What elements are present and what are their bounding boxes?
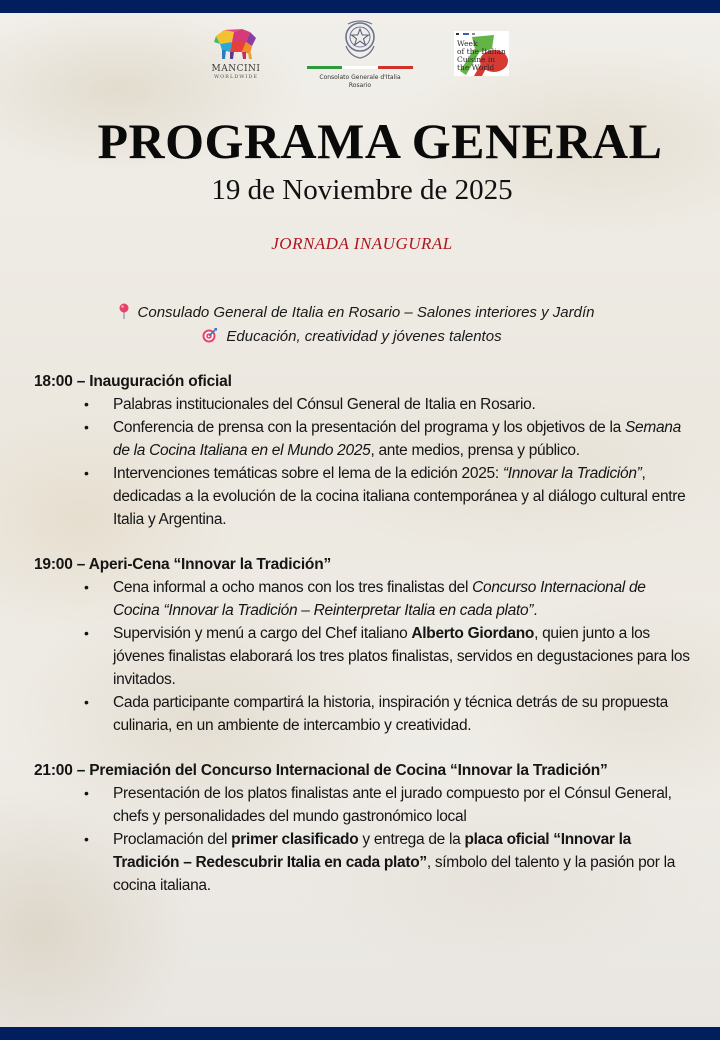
location-text: Consulado General de Italia en Rosario – Salones interiores y Jardín: [137, 304, 595, 321]
list-item: [34, 576, 693, 622]
schedule-section-1900: [34, 553, 714, 737]
item-text: Conferencia de prensa con la presentación del programa y los objetivos de la: [113, 419, 625, 436]
item-text: Cada participante compartirá la historia, inspiración y técnica detrás de su propuesta culinaria, en un ambiente de intercambio y creatividad.: [113, 694, 668, 734]
italian-tricolor-stripe: [307, 66, 413, 69]
event-date: 19 de Noviembre de 2025: [211, 174, 513, 206]
bullet-icon: •: [84, 579, 89, 595]
item-text: , dedicadas a la evolución de la cocina italiana contemporánea y al diálogo cultural entre Italia y Argentina.: [113, 465, 686, 528]
list-item: [34, 416, 693, 462]
round-pushpin-icon: [118, 303, 130, 319]
item-text: .: [533, 602, 538, 619]
item-text-italic: Semana de la Cocina Italiana en el Mundo 2025: [113, 419, 681, 459]
bullet-icon: •: [84, 694, 89, 710]
item-text: Supervisión y menú a cargo del Chef italiano: [113, 625, 412, 642]
bullet-icon: •: [84, 625, 89, 641]
bottom-banner-bar: [0, 1027, 720, 1040]
bullet-list: [34, 393, 714, 531]
item-text: , símbolo del talento y la pasión por la cocina italiana.: [113, 854, 676, 894]
item-text-bold: placa oficial “Innovar la Tradición – Redescubrir Italia en cada plato”: [113, 831, 631, 871]
list-item: [34, 393, 693, 416]
chef-name: Alberto Giordano: [411, 625, 535, 642]
item-text-italic: Concurso Internacional de Cocina “Innovar la Tradición – Reinterpretar Italia en cada plato”: [113, 579, 646, 619]
week-logo-line: of the Italian: [457, 47, 506, 56]
list-item: [34, 828, 693, 897]
program-schedule: [34, 370, 714, 919]
mancini-worldwide-logo: [205, 26, 267, 80]
bullet-icon: •: [84, 465, 89, 481]
top-banner-bar: [0, 0, 720, 13]
list-item: [34, 691, 693, 737]
page-title: PROGRAMA GENERAL: [97, 113, 663, 169]
mancini-subtitle: WORLDWIDE: [213, 74, 259, 80]
mancini-name: MANCINI: [211, 64, 261, 74]
consulado-name-line2: Rosario: [348, 82, 372, 89]
consulado-name: [305, 74, 415, 90]
theme-line: [0, 327, 712, 345]
capybara-logo-icon: [212, 26, 260, 62]
item-text-italic: “Innovar la Tradición”: [502, 465, 642, 482]
bullet-list: [34, 576, 714, 737]
list-item: [34, 622, 693, 691]
section-title: 18:00 – Inauguración oficial: [34, 373, 232, 390]
schedule-section-1800: [34, 370, 714, 531]
italian-republic-emblem-icon: [340, 18, 380, 60]
consulado-name-line1: Consolato Generale d'Italia: [319, 74, 401, 81]
list-item: [34, 462, 693, 531]
item-text: y entrega de la: [358, 831, 465, 848]
item-text: Intervenciones temáticas sobre el lema de la edición 2025:: [113, 465, 503, 482]
theme-text: Educación, creatividad y jóvenes talentos: [226, 328, 502, 345]
bullet-list: [34, 782, 714, 897]
week-logo-line: Cuisine in: [457, 55, 496, 64]
item-text: Proclamación del: [113, 831, 232, 848]
item-text: Presentación de los platos finalistas ante el jurado compuesto por el Cónsul General, chefs y personalidades del mundo gastronómico local: [113, 785, 672, 825]
item-text: Cena informal a ocho manos con los tres finalistas del: [113, 579, 473, 596]
list-item: [34, 782, 693, 828]
bullet-icon: •: [84, 785, 89, 801]
section-title: 19:00 – Aperi-Cena “Innovar la Tradición”: [34, 556, 332, 573]
week-logo-text: [457, 40, 506, 72]
consulado-logo: [305, 18, 415, 90]
week-logo-line: Week: [457, 39, 478, 48]
item-text-bold: primer clasificado: [231, 831, 359, 848]
section-title: 21:00 – Premiación del Concurso Internacional de Cocina “Innovar la Tradición”: [34, 762, 608, 779]
item-text: , ante medios, prensa y público.: [370, 442, 580, 459]
location-line: [0, 303, 716, 321]
bullet-icon: •: [84, 419, 89, 435]
week-italian-cuisine-logo: [454, 31, 509, 76]
bullet-icon: •: [84, 396, 89, 412]
item-text: Palabras institucionales del Cónsul General de Italia en Rosario.: [113, 396, 536, 413]
day-subtitle: JORNADA INAUGURAL: [271, 234, 453, 253]
item-text: , quien junto a los jóvenes finalistas elaborará los tres platos finalistas, servidos en degustaciones para los invitados.: [113, 625, 690, 688]
bullet-icon: •: [84, 831, 89, 847]
direct-hit-target-icon: [202, 327, 218, 343]
week-logo-line: the World: [457, 63, 495, 72]
schedule-section-2100: [34, 759, 714, 897]
